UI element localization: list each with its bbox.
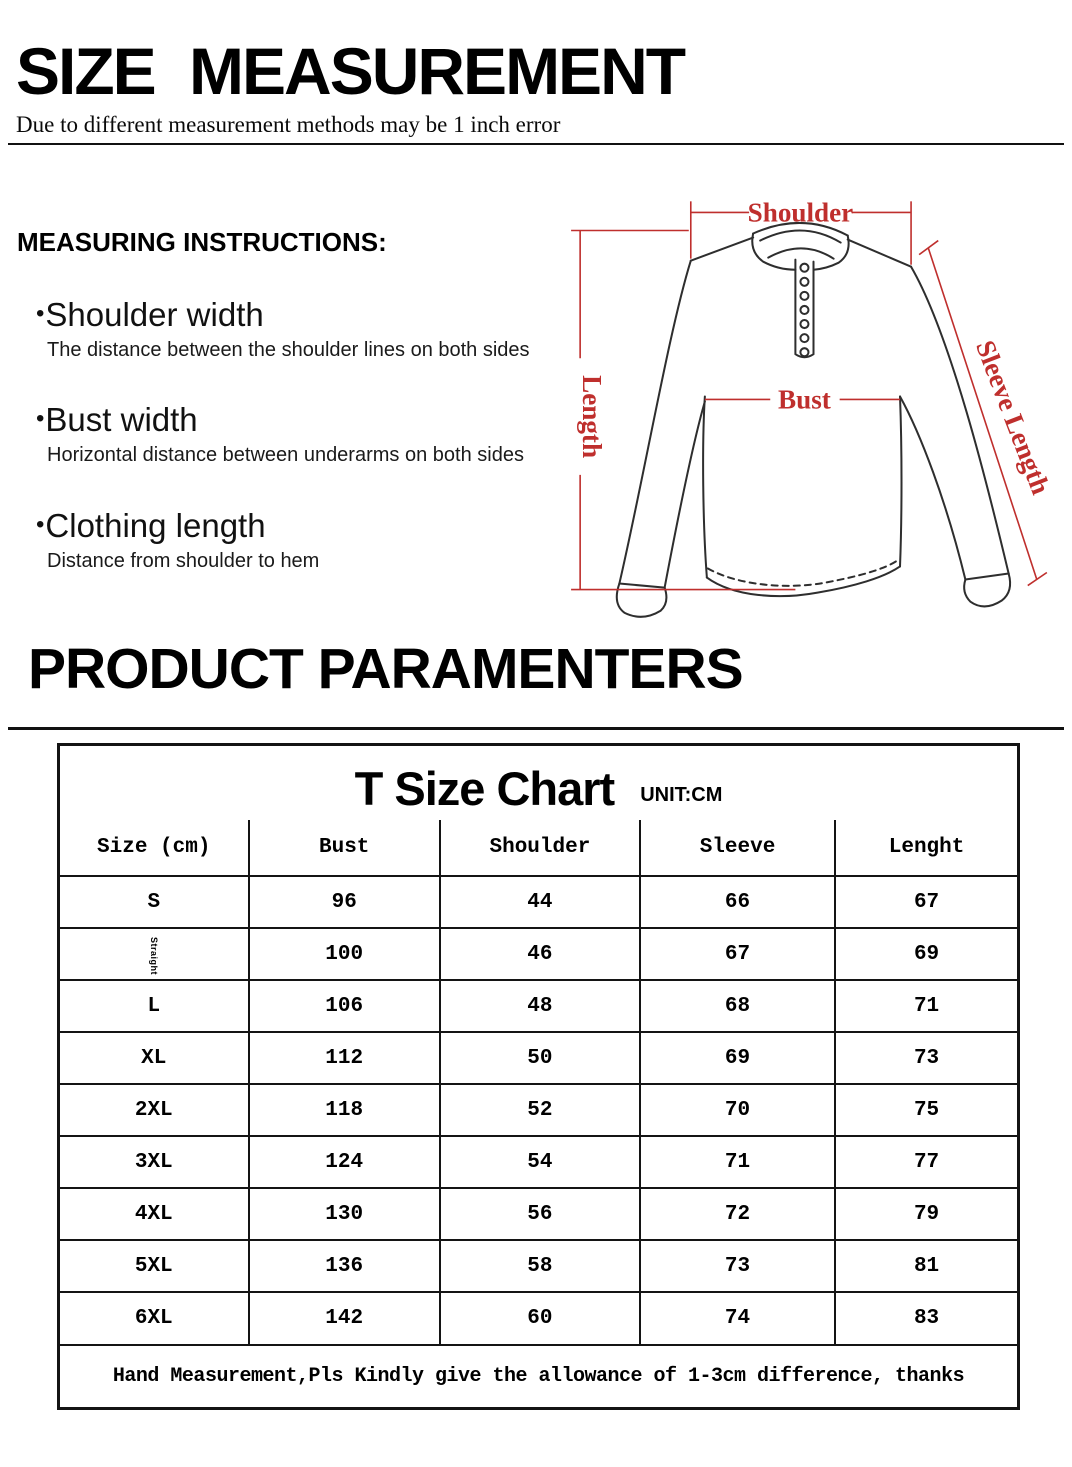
collar-band-left — [752, 234, 795, 270]
shirt-diagram-svg — [556, 181, 1071, 624]
value-cell: 75 — [835, 1084, 1017, 1136]
value-cell: 68 — [640, 980, 835, 1032]
label-sleeve-length: Sleeve Length — [969, 336, 1057, 499]
col-header-shoulder: Shoulder — [440, 820, 640, 876]
label-shoulder: Shoulder — [747, 197, 854, 228]
col-header-size: Size (cm) — [60, 820, 249, 876]
collar-band-right — [814, 236, 849, 270]
collar-back-neckline — [768, 248, 833, 258]
instruction-term — [36, 401, 556, 439]
right-sleeve-outer — [911, 267, 1009, 574]
size-cell: XL — [60, 1032, 249, 1084]
value-cell: 54 — [440, 1136, 640, 1188]
label-bust: Bust — [778, 384, 831, 415]
size-table — [60, 820, 1017, 1344]
table-row — [60, 1240, 1017, 1292]
table-row — [60, 1292, 1017, 1344]
table-row — [60, 1188, 1017, 1240]
buttons — [800, 264, 808, 357]
size-cell: 2XL — [60, 1084, 249, 1136]
instruction-desc: The distance between the shoulder lines on both sides — [47, 339, 530, 361]
right-sleeve-inner — [900, 396, 965, 579]
rotated-size-label: Straight — [148, 936, 159, 975]
value-cell: 70 — [640, 1084, 835, 1136]
page-title: SIZE MEASUREMENT — [16, 34, 685, 108]
value-cell: 83 — [835, 1292, 1017, 1344]
value-cell: 73 — [835, 1032, 1017, 1084]
size-cell: 3XL — [60, 1136, 249, 1188]
size-cell: L — [60, 980, 249, 1032]
body-left-edge — [703, 396, 707, 577]
body-right-edge — [900, 396, 902, 566]
product-parameters-heading: PRODUCT PARAMENTERS — [28, 637, 743, 701]
instruction-item-bust — [36, 401, 556, 467]
value-cell: 124 — [249, 1136, 440, 1188]
size-cell — [60, 928, 249, 980]
instruction-desc: Distance from shoulder to hem — [47, 550, 320, 572]
col-header-sleeve: Sleeve — [640, 820, 835, 876]
bullet-icon: • — [36, 511, 45, 538]
table-row — [60, 876, 1017, 928]
instruction-term — [36, 507, 556, 545]
left-cuff — [617, 584, 667, 617]
value-cell: 73 — [640, 1240, 835, 1292]
value-cell: 44 — [440, 876, 640, 928]
value-cell: 118 — [249, 1084, 440, 1136]
size-chart-box — [57, 743, 1020, 1410]
instruction-term-text: Clothing length — [45, 507, 266, 544]
col-header-lenght: Lenght — [835, 820, 1017, 876]
value-cell: 74 — [640, 1292, 835, 1344]
measurement-labels — [577, 197, 1056, 498]
size-cell: S — [60, 876, 249, 928]
value-cell: 112 — [249, 1032, 440, 1084]
value-cell: 96 — [249, 876, 440, 928]
value-cell: 71 — [640, 1136, 835, 1188]
bullet-icon: • — [36, 405, 45, 432]
table-row — [60, 980, 1017, 1032]
value-cell: 130 — [249, 1188, 440, 1240]
value-cell: 48 — [440, 980, 640, 1032]
size-table-header-row — [60, 820, 1017, 876]
sleeve-length-tick-top — [919, 241, 938, 255]
size-cell: 6XL — [60, 1292, 249, 1344]
value-cell: 71 — [835, 980, 1017, 1032]
value-cell: 66 — [640, 876, 835, 928]
table-row — [60, 928, 1017, 980]
sleeve-length-tick-bottom — [1028, 572, 1047, 585]
right-cuff-seam — [965, 573, 1008, 579]
instruction-item-shoulder — [36, 296, 556, 362]
table-row — [60, 1032, 1017, 1084]
size-chart-footnote: Hand Measurement,Pls Kindly give the allowance of 1-3cm difference, thanks — [60, 1344, 1017, 1407]
value-cell: 50 — [440, 1032, 640, 1084]
value-cell: 58 — [440, 1240, 640, 1292]
value-cell: 67 — [835, 876, 1017, 928]
instruction-term — [36, 296, 556, 334]
size-chart-unit: UNIT:CM — [640, 783, 723, 806]
instruction-item-length — [36, 507, 556, 573]
col-header-bust: Bust — [249, 820, 440, 876]
left-sleeve-outer — [619, 261, 690, 584]
table-row — [60, 1136, 1017, 1188]
value-cell: 69 — [640, 1032, 835, 1084]
value-cell: 79 — [835, 1188, 1017, 1240]
size-chart-title: T Size Chart — [354, 761, 615, 815]
value-cell: 46 — [440, 928, 640, 980]
size-cell: 4XL — [60, 1188, 249, 1240]
value-cell: 56 — [440, 1188, 640, 1240]
value-cell: 100 — [249, 928, 440, 980]
divider-product — [8, 727, 1064, 730]
value-cell: 136 — [249, 1240, 440, 1292]
instruction-term-text: Bust width — [45, 401, 198, 438]
shirt-measurement-diagram — [556, 181, 1071, 624]
table-row — [60, 1084, 1017, 1136]
value-cell: 72 — [640, 1188, 835, 1240]
value-cell: 81 — [835, 1240, 1017, 1292]
divider-top — [8, 143, 1064, 145]
shirt-outline — [617, 223, 1010, 617]
hem-stitching — [708, 559, 899, 585]
value-cell: 60 — [440, 1292, 640, 1344]
bullet-icon: • — [36, 300, 45, 327]
value-cell: 52 — [440, 1084, 640, 1136]
size-chart-title-band — [60, 746, 1017, 820]
value-cell: 67 — [640, 928, 835, 980]
instructions-heading: MEASURING INSTRUCTIONS: — [17, 227, 387, 257]
value-cell: 142 — [249, 1292, 440, 1344]
instruction-term-text: Shoulder width — [45, 296, 264, 333]
left-sleeve-inner — [665, 401, 705, 587]
page-subtitle: Due to different measurement methods may be 1 inch error — [16, 112, 561, 137]
left-cuff-seam — [619, 584, 664, 588]
value-cell: 69 — [835, 928, 1017, 980]
shoulder-seam-right — [848, 240, 911, 267]
label-length: Length — [577, 375, 608, 459]
shoulder-seam-left — [691, 238, 753, 261]
instruction-desc: Horizontal distance between underarms on both sides — [47, 444, 524, 466]
size-cell: 5XL — [60, 1240, 249, 1292]
collar-inner — [760, 230, 840, 242]
value-cell: 106 — [249, 980, 440, 1032]
value-cell: 77 — [835, 1136, 1017, 1188]
